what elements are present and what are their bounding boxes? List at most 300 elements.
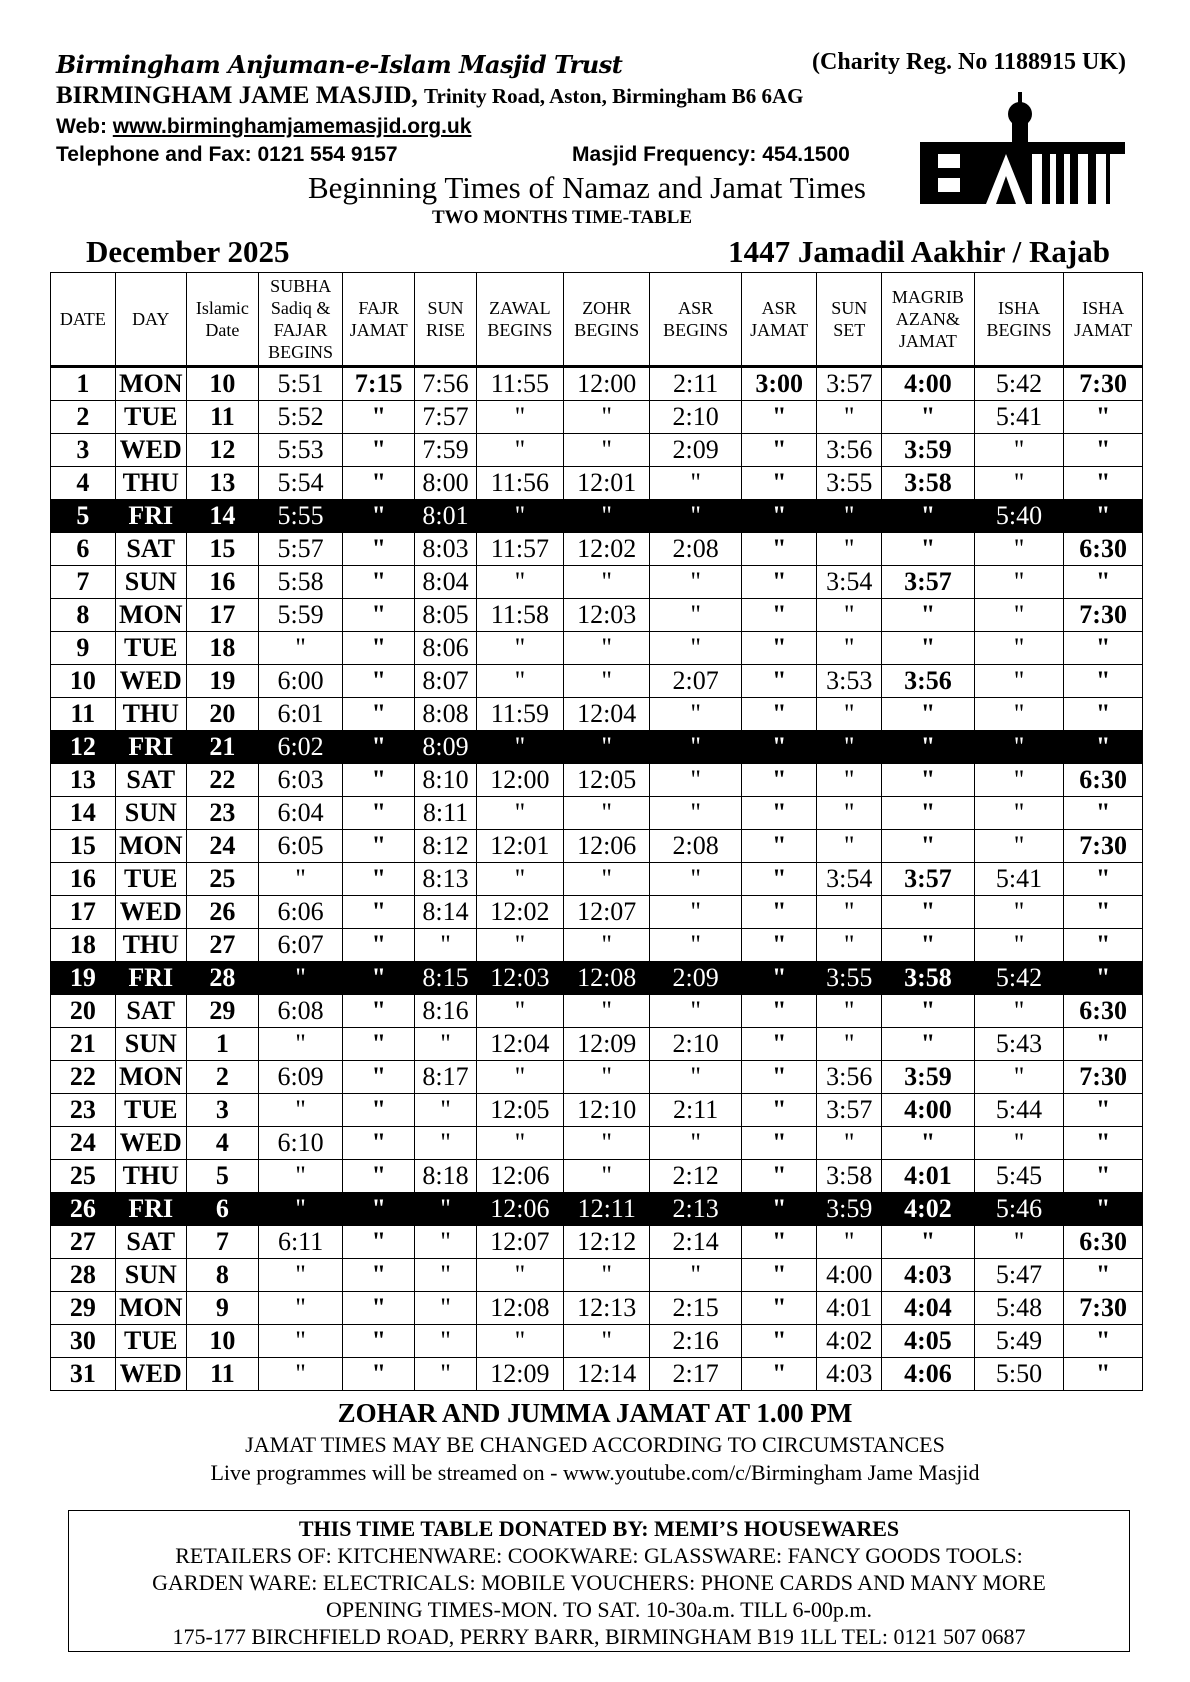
table-cell: " <box>817 1127 882 1160</box>
table-cell: " <box>817 632 882 665</box>
table-cell: 3:56 <box>817 1061 882 1094</box>
table-cell: 11:59 <box>476 698 563 731</box>
table-cell: " <box>415 1028 476 1061</box>
table-cell: 3:57 <box>817 1094 882 1127</box>
table-row <box>51 1028 1143 1061</box>
masjid-name: BIRMINGHAM JAME MASJID, <box>56 82 418 109</box>
table-cell: WED <box>115 434 186 467</box>
table-cell: " <box>415 1259 476 1292</box>
table-row <box>51 533 1143 566</box>
table-cell: TUE <box>115 632 186 665</box>
table-cell: 5 <box>186 1160 258 1193</box>
table-cell: 6:09 <box>259 1061 343 1094</box>
table-cell: " <box>259 1358 343 1391</box>
table-cell: 31 <box>51 1358 116 1391</box>
table-cell: " <box>343 731 415 764</box>
table-cell: 18 <box>51 929 116 962</box>
table-cell: " <box>974 929 1063 962</box>
table-cell: 8 <box>51 599 116 632</box>
table-cell: SAT <box>115 1226 186 1259</box>
table-cell: 12:06 <box>476 1193 563 1226</box>
table-cell: 14 <box>51 797 116 830</box>
table-cell: " <box>974 764 1063 797</box>
table-cell: WED <box>115 1127 186 1160</box>
table-cell: 11 <box>186 1358 258 1391</box>
table-cell: " <box>1064 434 1143 467</box>
table-cell: " <box>882 1127 975 1160</box>
table-cell: " <box>476 731 563 764</box>
table-cell: 6:30 <box>1064 995 1143 1028</box>
table-cell: MON <box>115 1061 186 1094</box>
table-cell: 12:00 <box>564 367 650 401</box>
donor-box <box>68 1510 1130 1652</box>
table-cell: " <box>343 1193 415 1226</box>
table-cell: SAT <box>115 995 186 1028</box>
table-cell: " <box>564 434 650 467</box>
table-row <box>51 1358 1143 1391</box>
table-cell: TUE <box>115 1325 186 1358</box>
table-cell: 3 <box>51 434 116 467</box>
table-cell: " <box>343 698 415 731</box>
table-cell: " <box>564 1160 650 1193</box>
table-cell: 12:14 <box>564 1358 650 1391</box>
table-cell: " <box>650 995 742 1028</box>
table-cell: " <box>817 1028 882 1061</box>
table-cell: 12:08 <box>564 962 650 995</box>
two-months-label: TWO MONTHS TIME-TABLE <box>432 207 693 228</box>
table-cell: " <box>1064 896 1143 929</box>
jamat-change-notice: JAMAT TIMES MAY BE CHANGED ACCORDING TO CIRCUMSTANCES <box>245 1432 945 1457</box>
table-cell: " <box>476 995 563 1028</box>
live-stream-notice: Live programmes will be streamed on - www.youtube.com/c/Birmingham Jame Masjid <box>210 1460 980 1485</box>
table-cell: " <box>974 698 1063 731</box>
table-cell: 6:30 <box>1064 1226 1143 1259</box>
table-row <box>51 764 1143 797</box>
table-cell: 12 <box>186 434 258 467</box>
table-row <box>51 1325 1143 1358</box>
table-cell: 30 <box>51 1325 116 1358</box>
table-cell: WED <box>115 896 186 929</box>
table-cell: 10 <box>186 367 258 401</box>
table-cell: 12:11 <box>564 1193 650 1226</box>
table-cell: 8:09 <box>415 731 476 764</box>
table-cell: " <box>817 797 882 830</box>
table-cell: " <box>741 1061 816 1094</box>
table-cell: 24 <box>186 830 258 863</box>
table-cell: 5:44 <box>974 1094 1063 1127</box>
table-cell: 6:30 <box>1064 533 1143 566</box>
table-cell: 8:12 <box>415 830 476 863</box>
table-cell: " <box>343 599 415 632</box>
table-cell: 6:04 <box>259 797 343 830</box>
table-cell: " <box>974 665 1063 698</box>
masjid-address: Trinity Road, Aston, Birmingham B6 6AG <box>424 84 804 108</box>
table-cell: " <box>564 665 650 698</box>
table-cell: " <box>259 1160 343 1193</box>
table-cell: FRI <box>115 731 186 764</box>
table-cell: 8:13 <box>415 863 476 896</box>
table-cell: SAT <box>115 533 186 566</box>
table-cell: 27 <box>186 929 258 962</box>
table-cell: " <box>476 1325 563 1358</box>
table-cell: 6:06 <box>259 896 343 929</box>
table-cell: " <box>974 1061 1063 1094</box>
donor-title: THIS TIME TABLE DONATED BY: MEMI’S HOUSEWARES <box>298 1516 900 1541</box>
table-cell: " <box>1064 797 1143 830</box>
table-cell: 21 <box>51 1028 116 1061</box>
table-cell: " <box>817 929 882 962</box>
table-cell: 4 <box>51 467 116 500</box>
table-cell: WED <box>115 665 186 698</box>
table-cell: " <box>476 1127 563 1160</box>
table-cell: " <box>564 929 650 962</box>
table-cell: TUE <box>115 401 186 434</box>
table-cell: " <box>817 764 882 797</box>
table-cell: 2:11 <box>650 367 742 401</box>
table-body <box>51 367 1143 1391</box>
column-header: ASR JAMAT <box>741 273 816 367</box>
table-row <box>51 995 1143 1028</box>
table-cell: 8:14 <box>415 896 476 929</box>
table-cell: 7:30 <box>1064 367 1143 401</box>
table-cell: 12:04 <box>476 1028 563 1061</box>
column-header: SUN RISE <box>415 273 476 367</box>
table-cell: " <box>741 566 816 599</box>
table-cell: 8:10 <box>415 764 476 797</box>
table-cell: " <box>741 1193 816 1226</box>
table-cell: 2:09 <box>650 962 742 995</box>
table-cell: 12 <box>51 731 116 764</box>
table-cell: " <box>1064 1160 1143 1193</box>
table-row <box>51 698 1143 731</box>
table-cell: " <box>741 401 816 434</box>
table-cell: FRI <box>115 500 186 533</box>
table-cell: 28 <box>51 1259 116 1292</box>
table-cell: 5:49 <box>974 1325 1063 1358</box>
table-row <box>51 1160 1143 1193</box>
table-cell: " <box>1064 929 1143 962</box>
table-cell: " <box>650 500 742 533</box>
table-cell: 12:06 <box>564 830 650 863</box>
table-cell: MON <box>115 830 186 863</box>
table-cell: " <box>741 896 816 929</box>
table-cell: 12:07 <box>564 896 650 929</box>
table-cell: 3 <box>186 1094 258 1127</box>
table-cell: " <box>476 863 563 896</box>
table-row <box>51 929 1143 962</box>
table-cell: 12:00 <box>476 764 563 797</box>
table-cell: " <box>817 698 882 731</box>
hijri-month: 1447 Jamadil Aakhir / Rajab <box>728 234 1110 269</box>
table-cell: " <box>1064 401 1143 434</box>
table-cell: 12:12 <box>564 1226 650 1259</box>
table-cell: " <box>741 797 816 830</box>
table-cell: " <box>741 830 816 863</box>
table-cell: 5:53 <box>259 434 343 467</box>
table-row <box>51 467 1143 500</box>
table-cell: 3:58 <box>882 962 975 995</box>
table-cell: 13 <box>186 467 258 500</box>
table-cell: " <box>741 599 816 632</box>
table-cell: " <box>259 863 343 896</box>
table-cell: 12:10 <box>564 1094 650 1127</box>
table-cell: 3:57 <box>882 863 975 896</box>
table-cell: 23 <box>186 797 258 830</box>
table-cell: " <box>974 896 1063 929</box>
table-cell: SUN <box>115 566 186 599</box>
table-cell: " <box>476 1061 563 1094</box>
table-cell: 29 <box>186 995 258 1028</box>
table-cell: " <box>882 533 975 566</box>
table-cell: 3:53 <box>817 665 882 698</box>
table-cell: 8:05 <box>415 599 476 632</box>
table-cell: " <box>259 1193 343 1226</box>
table-row <box>51 434 1143 467</box>
table-cell: " <box>343 1028 415 1061</box>
table-cell: " <box>1064 731 1143 764</box>
table-cell: " <box>974 1127 1063 1160</box>
table-cell: " <box>415 1127 476 1160</box>
column-header: ISHA BEGINS <box>974 273 1063 367</box>
table-cell: 8:04 <box>415 566 476 599</box>
table-row <box>51 1193 1143 1226</box>
table-cell: " <box>564 632 650 665</box>
table-cell: 8 <box>186 1259 258 1292</box>
table-cell: 3:55 <box>817 467 882 500</box>
table-cell: MON <box>115 367 186 401</box>
table-cell: " <box>564 1325 650 1358</box>
table-cell: 7:30 <box>1064 830 1143 863</box>
table-cell: " <box>650 929 742 962</box>
table-cell: " <box>741 731 816 764</box>
table-cell: 12:05 <box>476 1094 563 1127</box>
table-cell: " <box>650 632 742 665</box>
table-cell: 3:57 <box>882 566 975 599</box>
table-row <box>51 797 1143 830</box>
table-cell: 8:03 <box>415 533 476 566</box>
web-label: Web: <box>56 115 107 138</box>
table-row <box>51 962 1143 995</box>
table-cell: 29 <box>51 1292 116 1325</box>
table-cell: 6:30 <box>1064 764 1143 797</box>
table-cell: " <box>882 731 975 764</box>
table-cell: " <box>564 995 650 1028</box>
table-cell: " <box>650 797 742 830</box>
table-cell: 3:56 <box>882 665 975 698</box>
table-cell: " <box>343 995 415 1028</box>
table-cell: 2 <box>51 401 116 434</box>
table-cell: 3:58 <box>817 1160 882 1193</box>
table-cell: 14 <box>186 500 258 533</box>
table-cell: " <box>343 863 415 896</box>
table-cell: " <box>415 1226 476 1259</box>
table-cell: " <box>741 995 816 1028</box>
table-cell: 11 <box>51 698 116 731</box>
table-cell: 3:57 <box>817 367 882 401</box>
table-cell: " <box>343 434 415 467</box>
table-cell: 28 <box>186 962 258 995</box>
table-cell: 4:02 <box>882 1193 975 1226</box>
table-cell: " <box>1064 632 1143 665</box>
table-cell: " <box>343 1358 415 1391</box>
table-cell: 5:43 <box>974 1028 1063 1061</box>
table-cell: " <box>741 1127 816 1160</box>
table-cell: MON <box>115 1292 186 1325</box>
table-cell: " <box>1064 1127 1143 1160</box>
table-cell: " <box>343 962 415 995</box>
table-cell: " <box>817 896 882 929</box>
table-cell: " <box>259 1325 343 1358</box>
table-cell: 12:13 <box>564 1292 650 1325</box>
table-cell: 8:18 <box>415 1160 476 1193</box>
table-cell: " <box>343 1226 415 1259</box>
table-cell: 5:41 <box>974 401 1063 434</box>
table-cell: 15 <box>51 830 116 863</box>
table-row <box>51 367 1143 401</box>
table-cell: 11:55 <box>476 367 563 401</box>
table-cell: " <box>343 1160 415 1193</box>
table-cell: 24 <box>51 1127 116 1160</box>
table-cell: 2:07 <box>650 665 742 698</box>
table-cell: " <box>741 1358 816 1391</box>
table-cell: 8:11 <box>415 797 476 830</box>
table-cell: " <box>741 1226 816 1259</box>
table-cell: " <box>1064 1358 1143 1391</box>
table-cell: " <box>882 632 975 665</box>
gregorian-month: December 2025 <box>86 234 290 269</box>
table-cell: " <box>1064 863 1143 896</box>
table-cell: " <box>741 632 816 665</box>
table-cell: " <box>817 830 882 863</box>
table-row <box>51 500 1143 533</box>
table-cell: 8:01 <box>415 500 476 533</box>
table-cell: 15 <box>186 533 258 566</box>
table-cell: 5:58 <box>259 566 343 599</box>
table-cell: 12:09 <box>564 1028 650 1061</box>
table-cell: " <box>564 566 650 599</box>
table-cell: " <box>650 1061 742 1094</box>
table-cell: " <box>974 830 1063 863</box>
table-cell: " <box>415 929 476 962</box>
table-cell: " <box>882 995 975 1028</box>
table-cell: " <box>741 1292 816 1325</box>
table-cell: " <box>343 929 415 962</box>
table-cell: 18 <box>186 632 258 665</box>
table-cell: 4:01 <box>882 1160 975 1193</box>
table-cell: " <box>974 731 1063 764</box>
table-cell: 12:02 <box>476 896 563 929</box>
table-cell: 12:03 <box>564 599 650 632</box>
table-cell: 4:03 <box>882 1259 975 1292</box>
table-cell: 4:00 <box>882 1094 975 1127</box>
table-cell: 4:02 <box>817 1325 882 1358</box>
table-cell: 7:30 <box>1064 1061 1143 1094</box>
table-cell: " <box>343 401 415 434</box>
table-cell: 4:00 <box>882 367 975 401</box>
table-cell: 2:13 <box>650 1193 742 1226</box>
table-cell: SUN <box>115 1259 186 1292</box>
table-cell: " <box>974 566 1063 599</box>
table-cell: 7:59 <box>415 434 476 467</box>
table-row <box>51 731 1143 764</box>
web-link[interactable]: www.birminghamjamemasjid.org.uk <box>112 115 472 138</box>
table-cell: " <box>343 1094 415 1127</box>
table-cell: 19 <box>51 962 116 995</box>
column-header: FAJR JAMAT <box>343 273 415 367</box>
table-cell: 3:54 <box>817 863 882 896</box>
table-cell: " <box>259 962 343 995</box>
table-cell: 2 <box>186 1061 258 1094</box>
table-cell: 3:59 <box>882 1061 975 1094</box>
table-cell: 16 <box>51 863 116 896</box>
masjid-logo <box>920 92 1125 210</box>
table-cell: " <box>476 434 563 467</box>
table-cell: 20 <box>51 995 116 1028</box>
table-cell: " <box>741 434 816 467</box>
table-cell: " <box>817 599 882 632</box>
table-cell: " <box>343 1127 415 1160</box>
table-cell: SUN <box>115 1028 186 1061</box>
table-cell: 2:16 <box>650 1325 742 1358</box>
table-cell: " <box>343 533 415 566</box>
table-cell: WED <box>115 1358 186 1391</box>
table-cell: " <box>476 929 563 962</box>
table-cell: " <box>882 830 975 863</box>
table-cell: 8:06 <box>415 632 476 665</box>
table-cell: " <box>476 1259 563 1292</box>
table-cell: " <box>974 632 1063 665</box>
table-cell: " <box>882 599 975 632</box>
table-row <box>51 665 1143 698</box>
table-cell: " <box>343 632 415 665</box>
table-cell: " <box>650 467 742 500</box>
table-cell: " <box>564 500 650 533</box>
column-header: SUBHA Sadiq & FAJAR BEGINS <box>259 273 343 367</box>
table-cell: " <box>259 1259 343 1292</box>
table-cell: 5:40 <box>974 500 1063 533</box>
table-cell: " <box>343 500 415 533</box>
table-cell: " <box>1064 500 1143 533</box>
table-cell: 9 <box>186 1292 258 1325</box>
table-cell: 22 <box>51 1061 116 1094</box>
table-cell: 8:07 <box>415 665 476 698</box>
table-cell: 11:57 <box>476 533 563 566</box>
table-cell: 27 <box>51 1226 116 1259</box>
table-cell: " <box>741 1259 816 1292</box>
table-row <box>51 830 1143 863</box>
table-cell: 2:14 <box>650 1226 742 1259</box>
table-cell: 3:58 <box>882 467 975 500</box>
table-cell: " <box>650 896 742 929</box>
table-cell: 5:51 <box>259 367 343 401</box>
table-cell: 20 <box>186 698 258 731</box>
table-cell: 12:04 <box>564 698 650 731</box>
table-row <box>51 1061 1143 1094</box>
table-cell: 3:59 <box>817 1193 882 1226</box>
table-cell: 13 <box>51 764 116 797</box>
table-cell: " <box>741 1094 816 1127</box>
donor-line-4: 175-177 BIRCHFIELD ROAD, PERRY BARR, BIRMINGHAM B19 1LL TEL: 0121 507 0687 <box>172 1624 1026 1649</box>
table-cell: " <box>817 500 882 533</box>
table-cell: " <box>741 665 816 698</box>
table-cell: " <box>741 863 816 896</box>
table-cell: " <box>343 1259 415 1292</box>
table-cell: " <box>1064 665 1143 698</box>
table-row <box>51 1226 1143 1259</box>
table-cell: " <box>343 1061 415 1094</box>
table-cell: " <box>741 500 816 533</box>
table-cell: " <box>650 1259 742 1292</box>
